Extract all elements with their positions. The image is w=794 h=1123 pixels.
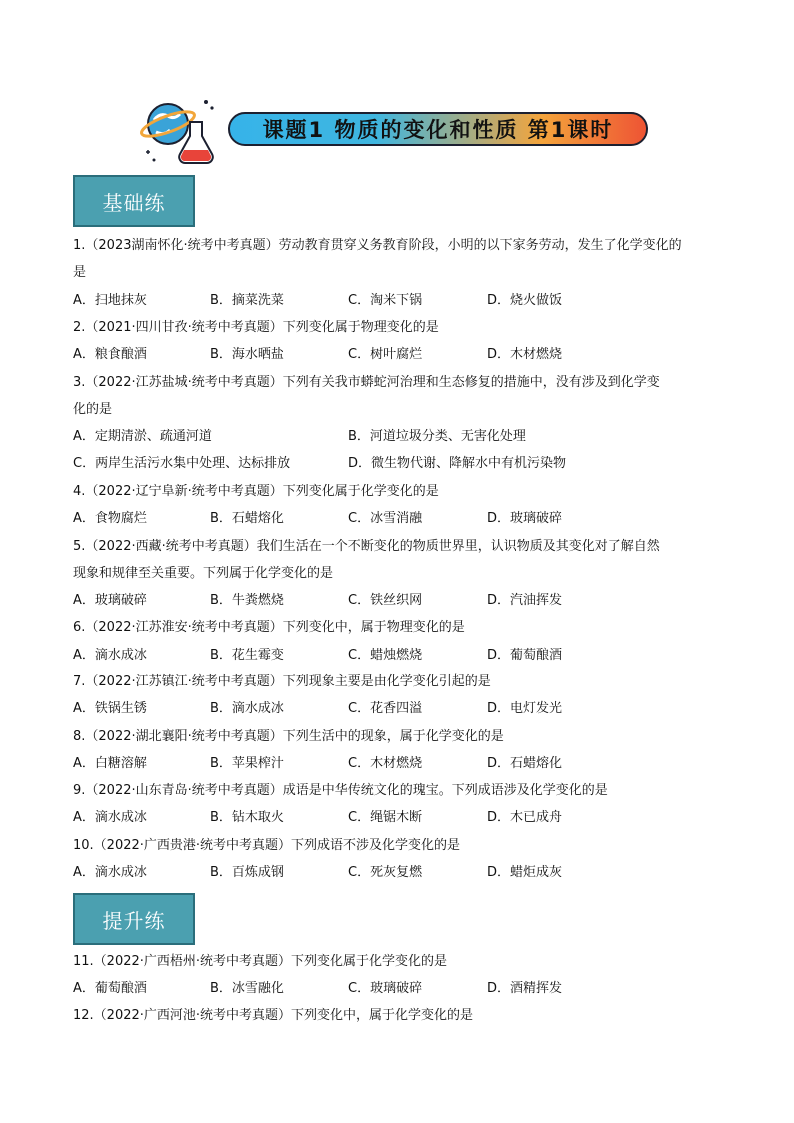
answer-option: D．微生物代谢、降解水中有机污染物 <box>348 456 567 471</box>
answer-option: D．石蜡熔化 <box>487 756 563 771</box>
answer-option: B．牛粪燃烧 <box>210 593 284 608</box>
question-stem: 9.（2022·山东青岛·统考中考真题）成语是中华传统文化的瑰宝。下列成语涉及化学变化的是 <box>73 783 608 798</box>
answer-option: B．百炼成钢 <box>210 865 284 880</box>
answer-option: A．定期清淤、疏通河道 <box>73 429 212 444</box>
answer-option: B．河道垃圾分类、无害化处理 <box>348 429 526 444</box>
answer-option: C．死灰复燃 <box>348 865 423 880</box>
answer-option: A．粮食酿酒 <box>73 347 147 362</box>
answer-option: D．电灯发光 <box>487 701 563 716</box>
question-stem: 8.（2022·湖北襄阳·统考中考真题）下列生活中的现象，属于化学变化的是 <box>73 729 504 744</box>
answer-option: B．钻木取火 <box>210 810 284 825</box>
answer-option: B．花生霉变 <box>210 648 284 663</box>
answer-option: D．蜡炬成灰 <box>487 865 563 880</box>
answer-option: C．冰雪消融 <box>348 511 423 526</box>
answer-option: A．铁锅生锈 <box>73 701 147 716</box>
question-stem: 3.（2022·江苏盐城·统考中考真题）下列有关我市蟒蛇河治理和生态修复的措施中，没有涉及到化学变 <box>73 375 660 390</box>
lesson-title: 课题1 物质的变化和性质 第1课时 <box>262 118 614 142</box>
answer-option: B．冰雪融化 <box>210 981 284 996</box>
question-stem: 12.（2022·广西河池·统考中考真题）下列变化中，属于化学变化的是 <box>73 1008 474 1023</box>
question-stem: 7.（2022·江苏镇江·统考中考真题）下列现象主要是由化学变化引起的是 <box>73 674 491 689</box>
lesson-title-banner <box>228 112 648 146</box>
section-label: 提升练 <box>102 908 166 933</box>
question-stem: 1.（2023湖南怀化·统考中考真题）劳动教育贯穿义务教育阶段，小明的以下家务劳动，发生了化学变化的 <box>73 238 682 253</box>
answer-option: C．淘米下锅 <box>348 293 423 308</box>
answer-option: D．木材燃烧 <box>487 347 563 362</box>
answer-option: A．玻璃破碎 <box>73 593 147 608</box>
answer-option: C．绳锯木断 <box>348 810 423 825</box>
answer-option: B．苹果榨汁 <box>210 756 284 771</box>
answer-option: D．玻璃破碎 <box>487 511 563 526</box>
question-stem: 2.（2021·四川甘孜·统考中考真题）下列变化属于物理变化的是 <box>73 320 439 335</box>
answer-option: B．海水晒盐 <box>210 347 284 362</box>
answer-option: A．食物腐烂 <box>73 511 147 526</box>
section-label: 基础练 <box>102 190 166 215</box>
answer-option: B．摘菜洗菜 <box>210 293 284 308</box>
answer-option: C．两岸生活污水集中处理、达标排放 <box>73 456 291 471</box>
answer-option: D．酒精挥发 <box>487 981 563 996</box>
answer-option: D．葡萄酿酒 <box>487 648 563 663</box>
question-stem: 5.（2022·西藏·统考中考真题）我们生活在一个不断变化的物质世界里，认识物质及其变化对了解自然 <box>73 539 660 554</box>
answer-option: C．树叶腐烂 <box>348 347 423 362</box>
lesson-header <box>140 94 660 166</box>
section-advanced-practice <box>73 893 195 945</box>
answer-option: C．木材燃烧 <box>348 756 423 771</box>
answer-option: D．汽油挥发 <box>487 593 563 608</box>
answer-option: A．滴水成冰 <box>73 865 147 880</box>
answer-option: B．石蜡熔化 <box>210 511 284 526</box>
planet-flask-icon <box>140 94 220 166</box>
answer-option: A．滴水成冰 <box>73 648 147 663</box>
question-stem: 是 <box>73 265 87 280</box>
question-stem: 10.（2022·广西贵港·统考中考真题）下列成语不涉及化学变化的是 <box>73 838 461 853</box>
answer-option: D．烧火做饭 <box>487 293 563 308</box>
answer-option: A．扫地抹灰 <box>73 293 147 308</box>
question-stem: 4.（2022·辽宁阜新·统考中考真题）下列变化属于化学变化的是 <box>73 484 439 499</box>
answer-option: C．玻璃破碎 <box>348 981 423 996</box>
section-basic-practice <box>73 175 195 227</box>
answer-option: B．滴水成冰 <box>210 701 284 716</box>
answer-option: D．木已成舟 <box>487 810 563 825</box>
answer-option: A．白糖溶解 <box>73 756 147 771</box>
answer-option: A．滴水成冰 <box>73 810 147 825</box>
answer-option: C．铁丝织网 <box>348 593 423 608</box>
question-stem: 11.（2022·广西梧州·统考中考真题）下列变化属于化学变化的是 <box>73 954 448 969</box>
answer-option: C．花香四溢 <box>348 701 423 716</box>
question-stem: 现象和规律至关重要。下列属于化学变化的是 <box>73 566 334 581</box>
answer-option: A．葡萄酿酒 <box>73 981 147 996</box>
question-stem: 化的是 <box>73 402 113 417</box>
answer-option: C．蜡烛燃烧 <box>348 648 423 663</box>
question-stem: 6.（2022·江苏淮安·统考中考真题）下列变化中，属于物理变化的是 <box>73 620 465 635</box>
